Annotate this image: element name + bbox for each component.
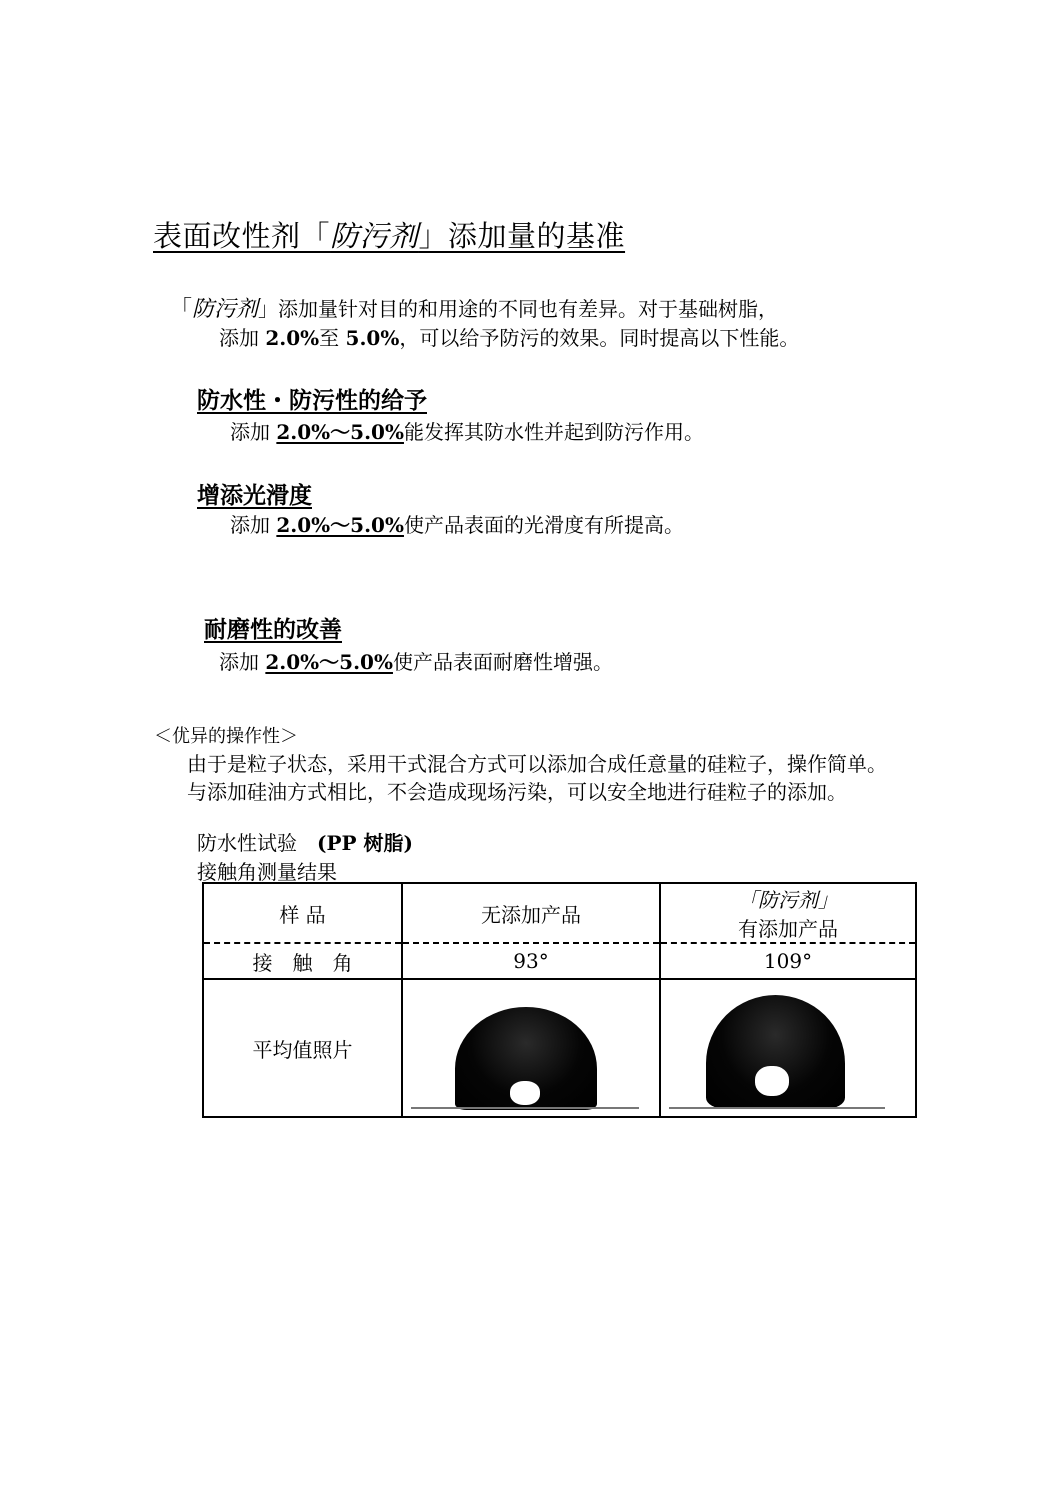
table-row-contact-angle (203, 943, 916, 979)
operation-heading: ＜优异的操作性＞ (154, 726, 298, 747)
page-title: 表面改性剂「防污剂」添加量的基准 (153, 219, 626, 253)
header-with-label: 有添加产品 (738, 917, 838, 941)
section-heading-smoothness: 增添光滑度 (197, 482, 312, 509)
row-label-contact-angle: 接 触 角 (203, 943, 402, 979)
operation-line-1: 由于是粒子状态，采用干式混合方式可以添加合成任意量的硅粒子，操作简单。 (187, 752, 887, 776)
droplet-reflection (755, 1066, 789, 1096)
section-heading-abrasion: 耐磨性的改善 (204, 616, 342, 643)
header-with-additive (660, 883, 916, 943)
surface-baseline (669, 1107, 885, 1109)
section-text-abrasion: 添加 2.0%～5.0%使产品表面耐磨性增强。 (219, 650, 613, 674)
row-label-photo: 平均值照片 (203, 979, 402, 1117)
section-text-smoothness: 添加 2.0%～5.0%使产品表面的光滑度有所提高。 (230, 513, 684, 537)
intro-line-2: 添加 2.0%至 5.0%，可以给予防污的效果。同时提高以下性能。 (219, 326, 800, 350)
angle-without-additive: 93° (402, 943, 660, 979)
surface-baseline (411, 1107, 639, 1109)
angle-with-additive: 109° (660, 943, 916, 979)
droplet-reflection (510, 1081, 540, 1105)
section-heading-waterproof: 防水性・防污性的给予 (197, 387, 427, 414)
header-sample: 样 品 (203, 883, 402, 943)
test-title: 防水性试验 (PP 树脂) (197, 831, 413, 855)
intro-line-1: 「防污剂」添加量针对目的和用途的不同也有差异。对于基础树脂， (170, 297, 779, 322)
header-additive-name: 「防污剂」 (738, 888, 838, 912)
table-header-row (203, 883, 916, 943)
contact-angle-table (202, 882, 917, 1118)
test-subtitle: 接触角测量结果 (197, 860, 337, 884)
photo-without-additive (402, 979, 660, 1117)
header-without-additive: 无添加产品 (402, 883, 660, 943)
photo-with-additive (660, 979, 916, 1117)
operation-line-2: 与添加硅油方式相比，不会造成现场污染，可以安全地进行硅粒子的添加。 (187, 780, 847, 804)
table-row-photos (203, 979, 916, 1117)
section-text-waterproof: 添加 2.0%～5.0%能发挥其防水性并起到防污作用。 (230, 420, 704, 444)
